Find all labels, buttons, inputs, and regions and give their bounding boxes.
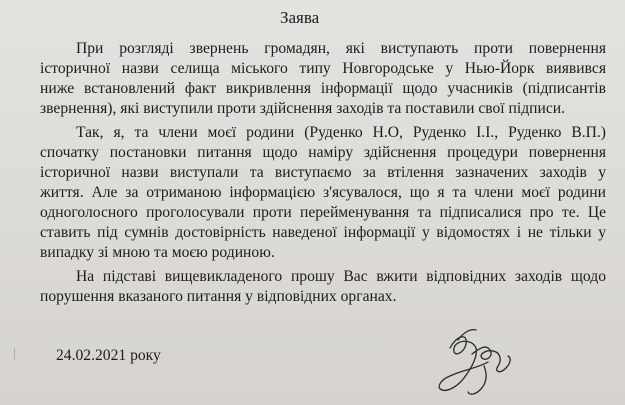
paragraph-1-line-1: При розгляді звернень громадян, які виступають проти повернення	[76, 40, 606, 57]
document-date: 24.02.2021 року	[56, 347, 161, 364]
paragraph-2-line-6: ставить під сумнів достовірність наведеної інформації у відомостях і не тільки у	[40, 224, 606, 241]
paragraph-3-line-2: порушення вказаного питання у відповідних органах.	[40, 288, 397, 305]
paragraph-2-line-4: життя. Але за отриманою інформацією з'ясувалося, що я та члени моєї родини	[40, 184, 606, 201]
paragraph-2-line-2: спочатку постановки питання щодо наміру здійснення процедури повернення	[40, 144, 606, 161]
margin-mark	[14, 348, 21, 360]
paragraph-1-line-3: ниже встановлений факт викривлення інформації щодо учасників (підписантів	[40, 80, 606, 97]
paragraph-2-line-7: випадку зі мною та моєю родиною.	[40, 244, 275, 261]
paragraph-1-line-2: історичної назви селища міського типу Новгородське у Нью-Йорк виявився	[40, 60, 606, 77]
paragraph-2-line-3: історичної назви виступали та виступаємо за втілення зазначених заходів у	[40, 164, 606, 181]
paragraph-2-line-1: Так, я, та члени моєї родини (Руденко Н.О, Руденко І.І., Руденко В.П.)	[76, 124, 606, 141]
signature-icon	[428, 318, 528, 404]
paragraph-2-line-5: одноголосного проголосували проти перейменування та підписалися про те. Це	[40, 204, 606, 221]
document-title: Заява	[280, 8, 320, 27]
paragraph-1-line-4: звернення), які виступили проти здійснення заходів та поставили свої підписи.	[40, 100, 565, 117]
paragraph-3-line-1: На підставі вищевикладеного прошу Вас вжити відповідних заходів щодо	[76, 268, 606, 285]
